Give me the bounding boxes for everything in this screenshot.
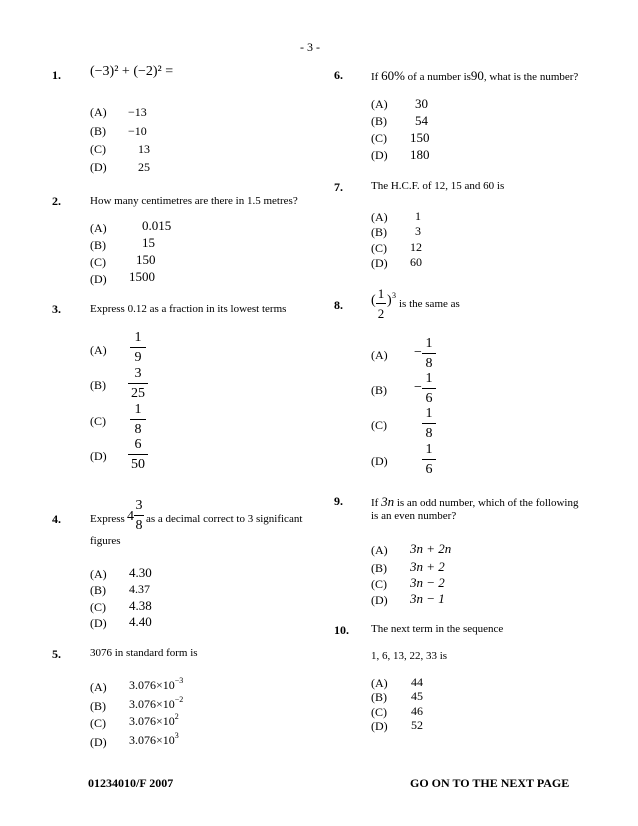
q10-option-a-letter: (A) [371,676,388,690]
question-10-text: The next term in the sequence [371,623,504,635]
question-10-number: 10. [334,623,349,637]
question-3-text: Express 0.12 as a fraction in its lowest terms [90,303,287,315]
q2-option-c-value: 150 [136,252,156,267]
question-7-number: 7. [334,180,343,194]
q7-option-b-letter: (B) [371,225,387,239]
q4-option-b-value: 4.37 [129,582,150,596]
footer-code: 01234010/F 2007 [88,776,174,790]
q1-option-b-value: −10 [128,124,147,138]
q9-option-d-value: 3n − 1 [410,591,445,606]
q7-option-a-value: 1 [415,209,421,223]
q4-option-c-letter: (C) [90,600,106,614]
q8-option-b-numerator: 1 [425,371,433,386]
fraction-bar [422,423,436,424]
q4-option-b-letter: (B) [90,583,106,597]
page-number: - 3 - [300,40,320,54]
q4-option-d-letter: (D) [90,616,107,630]
q5-option-c-exponent: 2 [174,712,179,721]
question-1-number: 1. [52,68,61,82]
q8-option-d-denominator: 6 [425,462,433,477]
question-9-post: is an odd number, which of the following [396,497,579,509]
q4-option-c-value: 4.38 [129,598,152,613]
q2-option-c-letter: (C) [90,255,106,269]
q3-option-c-numerator: 1 [134,402,142,417]
fraction-bar [130,419,146,420]
q3-option-d-denominator: 50 [131,457,145,472]
q7-option-d-letter: (D) [371,256,388,270]
q5-option-c-base: 3.076×10 [129,714,175,728]
q10-option-d-letter: (D) [371,719,388,733]
question-3-number: 3. [52,302,61,316]
footer-next-page: GO ON TO THE NEXT PAGE [410,776,570,790]
fraction-bar [422,388,436,389]
q4-option-d-value: 4.40 [129,614,152,629]
question-4-numerator: 3 [135,498,143,513]
q6-option-c-letter: (C) [371,131,387,145]
question-4-denominator: 8 [135,518,143,533]
question-8-numerator: 1 [377,286,385,301]
q5-option-d-exponent: 3 [174,731,179,740]
question-4-whole: 4 [127,509,134,524]
q3-option-d-fraction [128,437,148,472]
q5-option-b-value [129,697,183,712]
question-9-number: 9. [334,494,343,508]
fraction-bar [422,353,436,354]
q8-option-a-denominator: 8 [425,356,433,371]
fraction-bar [422,459,436,460]
q5-option-b-base: 3.076×10 [129,697,175,711]
q10-option-c-letter: (C) [371,705,387,719]
question-7-text: The H.C.F. of 12, 15 and 60 is [371,180,505,192]
q5-option-c-value [129,714,179,729]
q3-option-a-fraction [130,330,146,365]
question-1-text: (−3)² + (−2)² = [90,64,174,79]
q2-option-a-letter: (A) [90,221,107,235]
question-6-number: 6. [334,68,343,82]
q10-option-c-value: 46 [411,704,423,718]
q6-option-b-letter: (B) [371,114,387,128]
question-8-fraction [376,286,386,321]
fraction-bar [128,454,148,455]
q3-option-c-fraction [130,402,146,437]
q8-option-a-letter: (A) [371,348,388,362]
q1-option-d-value: 25 [138,160,150,174]
q9-option-a-value: 3n + 2n [410,541,452,556]
q8-option-c-denominator: 8 [425,426,433,441]
q8-option-c-fraction [422,406,436,441]
q2-option-d-letter: (D) [90,272,107,286]
q5-option-a-base: 3.076×10 [129,678,175,692]
question-9-line2: is an even number? [371,510,457,522]
q9-option-c-value: 3n − 2 [410,575,445,590]
q10-option-a-value: 44 [411,675,423,689]
q4-option-a-letter: (A) [90,567,107,581]
fraction-bar [134,515,144,516]
fraction-bar [128,383,148,384]
q9-option-b-value: 3n + 2 [410,559,445,574]
q5-option-d-base: 3.076×10 [129,733,175,747]
q8-option-b-letter: (B) [371,383,387,397]
q1-option-a-value: −13 [128,105,147,119]
q2-option-d-value: 1500 [129,269,155,284]
fraction-bar [376,303,386,304]
question-8-text: is the same as [399,298,460,310]
q3-option-a-denominator: 9 [134,350,142,365]
q5-option-a-letter: (A) [90,680,107,694]
q3-option-b-denominator: 25 [131,386,145,401]
question-6-pre: If [371,71,379,83]
q7-option-a-letter: (A) [371,210,388,224]
q8-option-c-letter: (C) [371,418,387,432]
question-4-line2: figures [90,535,121,547]
q6-option-b-value: 54 [415,113,428,128]
q5-option-c-letter: (C) [90,716,106,730]
q8-option-c-numerator: 1 [425,406,433,421]
q6-option-d-value: 180 [410,147,430,162]
q2-option-a-value: 0.015 [142,218,172,233]
q8-option-b-denominator: 6 [425,391,433,406]
q7-option-d-value: 60 [410,255,422,269]
q8-option-b-sign: − [414,380,422,395]
question-9-expr: 3n [381,494,395,509]
question-4-post: as a decimal correct to 3 significant [146,513,303,525]
q3-option-b-fraction [128,366,148,401]
question-8-close-paren: ) [387,293,392,308]
question-4-pre: Express [90,513,125,525]
q5-option-d-value [129,733,179,748]
q7-option-c-letter: (C) [371,241,387,255]
q3-option-a-numerator: 1 [134,330,142,345]
q9-option-c-letter: (C) [371,577,387,591]
q10-option-b-letter: (B) [371,690,387,704]
q3-option-b-letter: (B) [90,378,106,392]
q8-option-d-fraction [422,442,436,477]
question-4-number: 4. [52,512,61,526]
q9-option-d-letter: (D) [371,593,388,607]
question-6-mid: of a number is [407,71,471,83]
q9-option-a-letter: (A) [371,543,388,557]
question-5-text: 3076 in standard form is [90,647,198,659]
q5-option-a-exponent: −3 [174,676,184,685]
question-2-number: 2. [52,194,61,208]
q5-option-d-letter: (D) [90,735,107,749]
question-6-value: 90 [470,68,484,83]
q3-option-c-denominator: 8 [134,422,142,437]
question-2-text: How many centimetres are there in 1.5 metres? [90,195,298,207]
question-5-number: 5. [52,647,61,661]
question-6-text [371,68,578,84]
q3-option-b-numerator: 3 [134,366,142,381]
question-6-percent: 60% [381,68,405,83]
q8-option-a-sign: − [414,345,422,360]
question-8-denominator: 2 [377,306,385,321]
q8-option-d-letter: (D) [371,454,388,468]
question-8-exponent: 3 [392,291,396,300]
q5-option-b-exponent: −2 [174,695,184,704]
q1-option-d-letter: (D) [90,160,107,174]
q8-option-a-fraction [422,336,436,371]
q2-option-b-value: 15 [142,235,155,250]
question-6-post: , what is the number? [483,71,579,83]
q7-option-b-value: 3 [415,224,421,238]
q1-option-c-value: 13 [138,142,150,156]
q1-option-c-letter: (C) [90,142,106,156]
fraction-bar [130,347,146,348]
q3-option-c-letter: (C) [90,414,106,428]
q1-option-a-letter: (A) [90,105,107,119]
q10-option-d-value: 52 [411,718,423,732]
q3-option-d-letter: (D) [90,449,107,463]
question-8-number: 8. [334,298,343,312]
q7-option-c-value: 12 [410,240,422,254]
q8-option-d-numerator: 1 [425,442,433,457]
question-8-open-paren: ( [371,293,376,308]
question-10-line2: 1, 6, 13, 22, 33 is [371,650,448,662]
q6-option-a-value: 30 [415,96,428,111]
q3-option-d-numerator: 6 [134,437,142,452]
question-4-fraction [134,498,144,533]
question-9-text [371,494,578,510]
q5-option-a-value [129,678,183,693]
q8-option-b-fraction [422,371,436,406]
q10-option-b-value: 45 [411,689,423,703]
q1-option-b-letter: (B) [90,124,106,138]
q2-option-b-letter: (B) [90,238,106,252]
q8-option-a-numerator: 1 [425,336,433,351]
q3-option-a-letter: (A) [90,343,107,357]
q9-option-b-letter: (B) [371,561,387,575]
q4-option-a-value: 4.30 [129,565,152,580]
q6-option-a-letter: (A) [371,97,388,111]
q6-option-d-letter: (D) [371,148,388,162]
q6-option-c-value: 150 [410,130,430,145]
question-9-pre: If [371,497,379,509]
q5-option-b-letter: (B) [90,699,106,713]
